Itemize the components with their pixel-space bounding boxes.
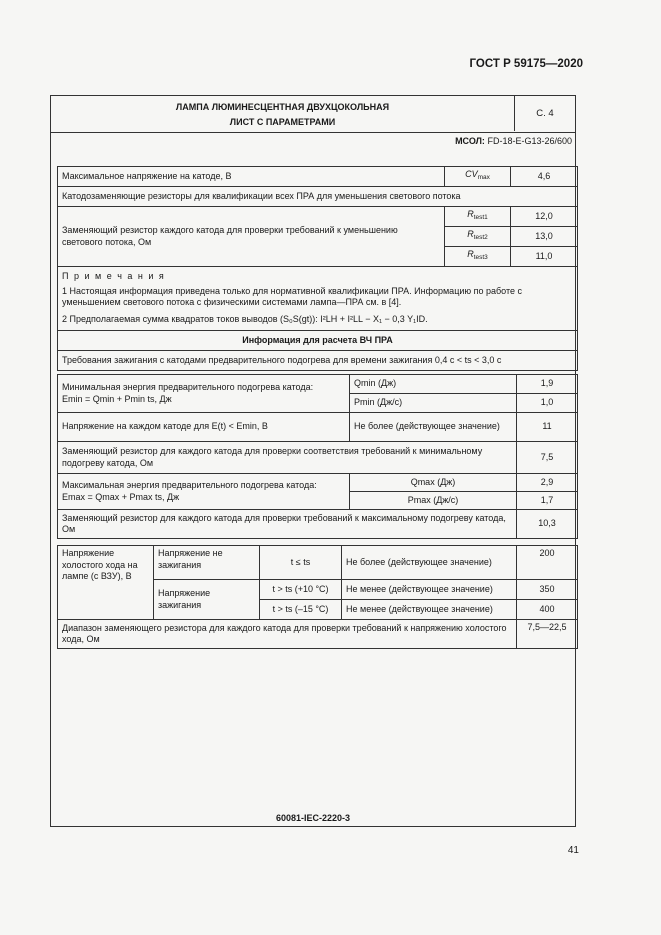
table-row [58,331,578,351]
cathode-voltage-value: 11 [517,413,578,442]
standard-number: ГОСТ Р 59175—2020 [469,58,583,70]
condition-1-requirement: Не более (действующее значение) [342,546,517,580]
note-1: 1 Настоящая информация приведена только для нормативной квалификации ПРА. Информацию по работе с уменьшением светового потока с физическими системами лампа—ПРА см. в [4]. [62,285,523,307]
max-voltage-label: Максимальное напряжение на катоде, В [58,167,445,187]
title-line-1: ЛАМПА ЛЮМИНЕСЦЕНТНАЯ ДВУХЦОКОЛЬНАЯ [175,101,390,112]
condition-2: t > ts (+10 °C) [260,580,342,600]
notes-heading: П р и м е ч а н и я [62,271,166,281]
condition-1: t ≤ ts [260,546,342,580]
hf-table [57,374,578,539]
note-2: 2 Предполагаемая сумма квадратов токов выводов (S₀S(gt)): I²LH + I²LL − X₁ − 0,3 Y₁ID. [62,313,428,324]
cv-symbol: $CV_{max}$ [445,167,511,187]
cathode-voltage-condition: Не более (действующее значение) [350,413,517,442]
pmin-value: 1,0 [517,394,578,413]
rtest2-symbol: $R_{test2}$ [445,227,511,247]
table-row [58,167,578,187]
parameter-sheet [50,95,576,827]
condition-2-value: 350 [517,580,578,600]
table-row [58,351,578,371]
table-row [58,474,578,492]
cathode-voltage-label: Напряжение на каждом катоде для E(t) < Emin, В [58,413,350,442]
max-preheat-resistor-label: Заменяющий резистор для каждого катода для проверки требований к максимальному подогреву катода, Ом [58,510,517,539]
table-row [58,207,578,227]
max-energy-label: Максимальная энергия предварительного подогрева катода: Emax = Qmax + Pmax ts, Дж [58,474,350,510]
msol-code: МСОЛ: FD-18-E-G13-26/600 [455,136,572,146]
range-value: 7,5—22,5 [517,620,578,649]
notes-cell [58,267,578,331]
replacing-resistor-label: Заменяющий резистор каждого катода для проверки требований к уменьшению светового потока, Ом [58,207,445,267]
pmax-label: Pmax (Дж/с) [350,492,517,510]
max-voltage-value: 4,6 [511,167,578,187]
qmin-label: Qmin (Дж) [350,375,517,394]
hf-heading: Информация для расчета ВЧ ПРА [58,331,578,351]
table-row [58,375,578,394]
pmax-value: 1,7 [517,492,578,510]
qmax-label: Qmax (Дж) [350,474,517,492]
rtest1-symbol: $R_{test1}$ [445,207,511,227]
table-row [58,267,578,331]
condition-2-requirement: Не менее (действующее значение) [342,580,517,600]
table-row [58,546,578,580]
table-row [58,413,578,442]
range-label: Диапазон заменяющего резистора для каждого катода для проверки требований к напряжению холостого хода, Ом [58,620,517,649]
max-preheat-resistor-value: 10,3 [517,510,578,539]
table-row [58,442,578,474]
rtest1-value: 12,0 [511,207,578,227]
sheet-page-label: С. 4 [514,96,575,131]
page-number: 41 [567,845,579,856]
ocv-label: Напряжение холостого хода на лампе (с ВЗУ), В [58,546,154,620]
condition-1-value: 200 [517,546,578,580]
title-line-2: ЛИСТ С ПАРАМЕТРАМИ [229,116,336,127]
min-preheat-resistor-label: Заменяющий резистор для каждого катода для проверки соответствия требований к минимальному подогреву катода, Ом [58,442,517,474]
ignition-requirements: Требования зажигания с катодами предварительного подогрева для времени зажигания 0,4 с < ts < 3,0 с [58,351,578,371]
rtest3-value: 11,0 [511,247,578,267]
min-preheat-resistor-value: 7,5 [517,442,578,474]
table-row [58,510,578,539]
pmin-label: Pmin (Дж/с) [350,394,517,413]
condition-3: t > ts (–15 °C) [260,600,342,620]
table-row [58,620,578,649]
sheet-header [51,96,575,133]
qmin-value: 1,9 [517,375,578,394]
condition-3-value: 400 [517,600,578,620]
condition-3-requirement: Не менее (действующее значение) [342,600,517,620]
qmax-value: 2,9 [517,474,578,492]
non-ignition-label: Напряжение не зажигания [154,546,260,580]
rtest2-value: 13,0 [511,227,578,247]
params-table [57,166,578,371]
min-energy-label: Минимальная энергия предварительного подогрева катода: Emin = Qmin + Pmin ts, Дж [58,375,350,413]
ocv-table [57,545,578,649]
ignition-label: Напряжение зажигания [154,580,260,620]
sheet-title [51,98,514,131]
rtest3-symbol: $R_{test3}$ [445,247,511,267]
footer-code: 60081-IEC-2220-3 [275,813,351,823]
table-row [58,187,578,207]
resistors-heading: Катодозаменяющие резисторы для квалификации всех ПРА для уменьшения светового потока [58,187,578,207]
